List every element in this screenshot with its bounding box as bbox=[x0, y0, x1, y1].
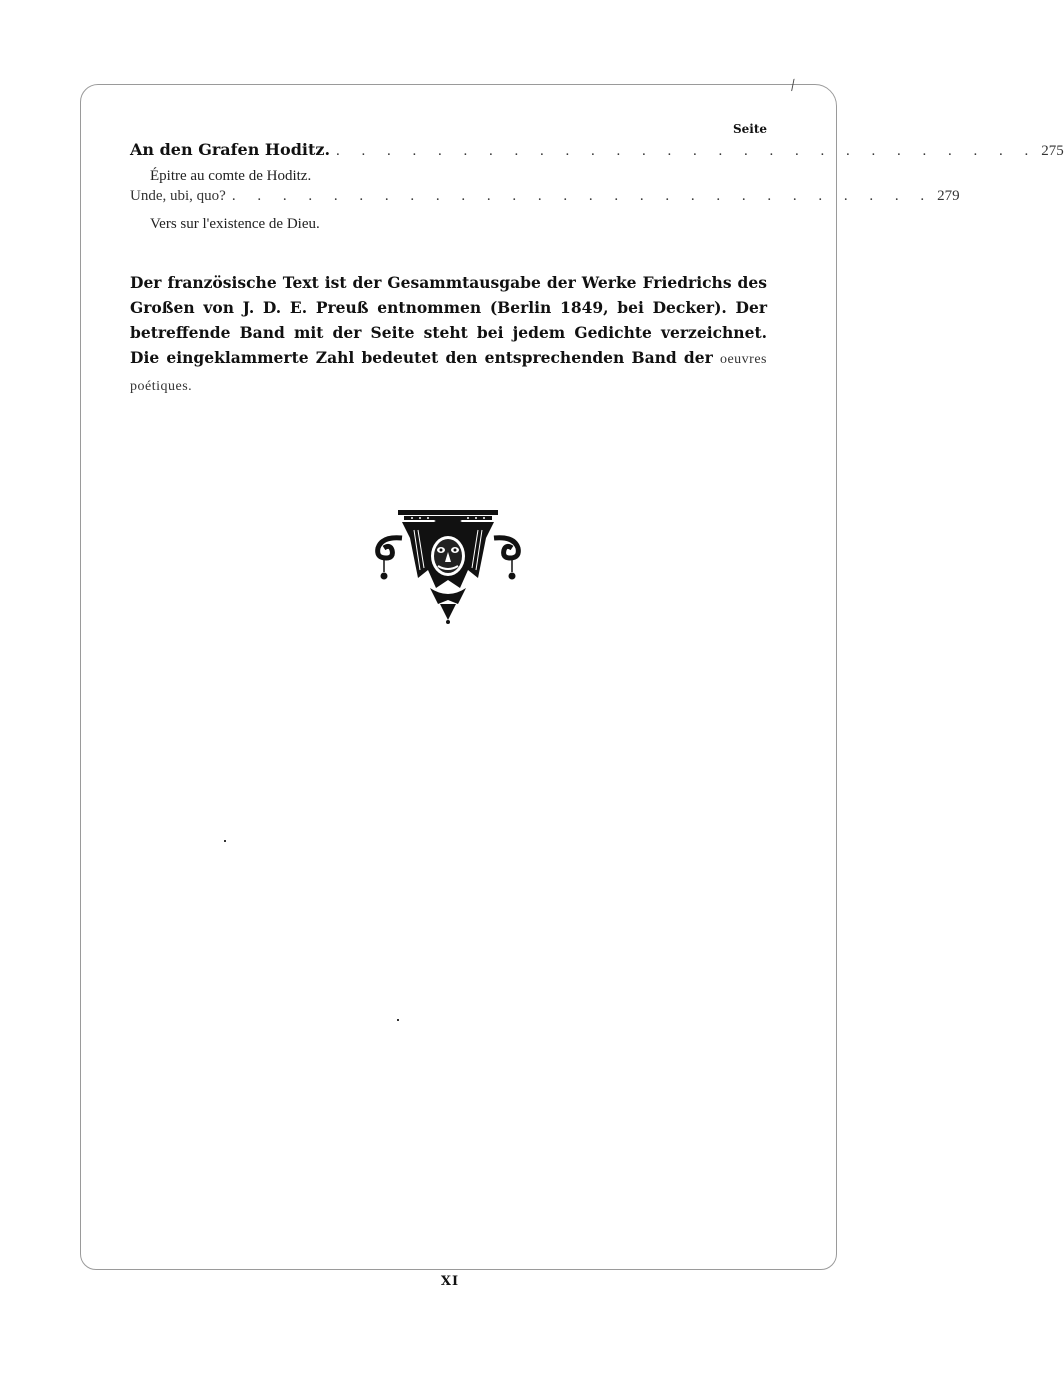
toc-entry-unde bbox=[130, 188, 960, 212]
editorial-note bbox=[130, 270, 767, 399]
grotesque-mask-ornament-icon bbox=[368, 508, 528, 626]
paper-speck bbox=[397, 1019, 399, 1021]
toc-entry-page: 275 bbox=[1041, 143, 1064, 159]
toc-entry-subtitle: Vers sur l'existence de Dieu. bbox=[150, 216, 320, 232]
pencil-mark: ⁄ bbox=[789, 78, 798, 94]
leader-dots: . . . . . . . . . . . . . . . . . . . . . . . . . . . . bbox=[336, 143, 1038, 159]
page-column-header: Seite bbox=[732, 122, 767, 136]
toc-entry-page: 279 bbox=[937, 188, 960, 204]
note-latin-tail: oeuvres poétiques. bbox=[130, 352, 767, 394]
table-of-contents bbox=[130, 122, 1064, 236]
leader-dots: . . . . . . . . . . . . . . . . . . . . . . . . . . . . bbox=[231, 188, 934, 204]
toc-entry-subtitle: Épitre au comte de Hoditz. bbox=[150, 168, 312, 184]
page-frame bbox=[80, 84, 837, 1270]
toc-entry-title: Unde, ubi, quo? bbox=[130, 188, 226, 204]
toc-entry-title: An den Grafen Hoditz. bbox=[130, 140, 331, 159]
paper-speck bbox=[224, 840, 226, 842]
page-number: XI bbox=[440, 1274, 460, 1289]
toc-entry-hoditz bbox=[130, 140, 1064, 164]
note-text: Der französische Text ist der Gesammtausgabe der Werke Friedrichs des Großen von J. D. E. Preuß entnommen (Berlin 1849, bei Decker). Der betreffende Band mit der Seite steht bei jedem Gedichte verzeichnet. Die eingeklammerte Zahl bedeutet den entsprechenden Band der bbox=[130, 273, 767, 367]
